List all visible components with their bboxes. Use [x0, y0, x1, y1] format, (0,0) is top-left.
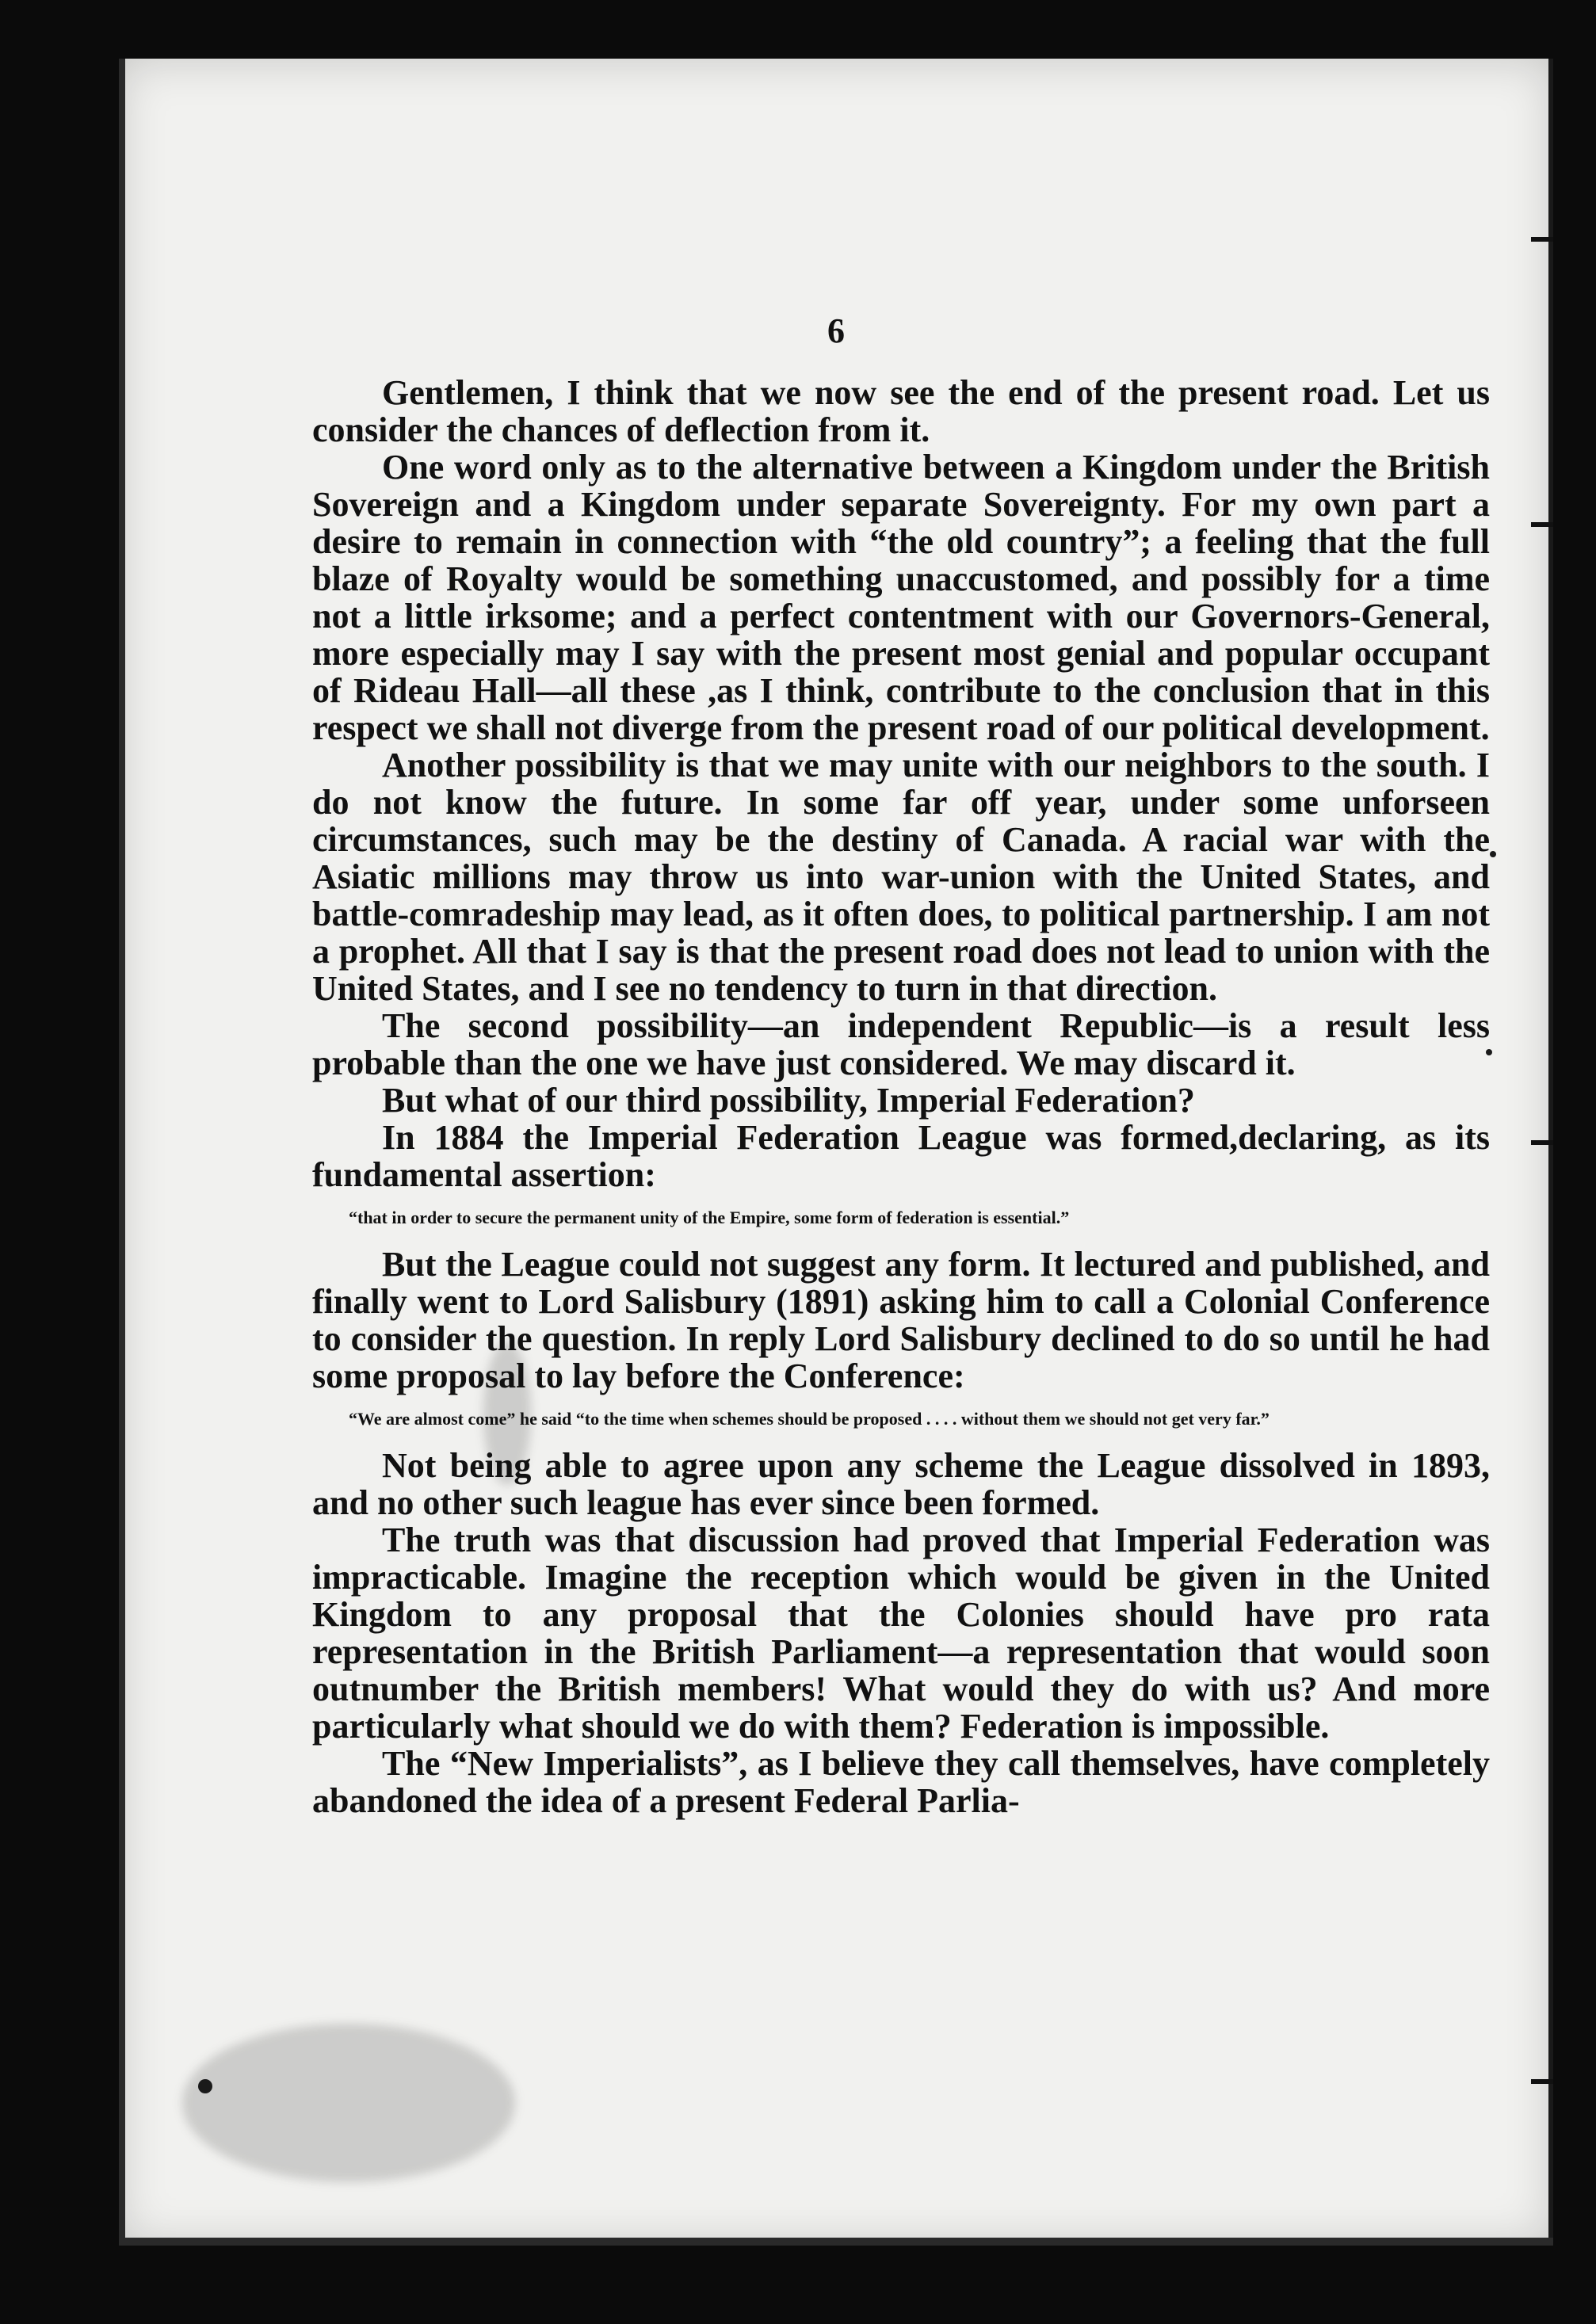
paragraph: But what of our third possibility, Imperial Federation? — [382, 1081, 1195, 1120]
page-bottom-edge — [119, 2238, 1553, 2246]
paragraph: The truth was that discussion had proved that Imperial Federation was impracticable. Imagine the reception which would be given in the United Kingdom to any proposal that the Colonies should have pro rata representation in the British Parliament—a representation that would soon outnumber the British members! What would they do with us? And more particularly what should we do with them? Federation is impossible. — [312, 1521, 1490, 1746]
block-quote: “We are almost come” he said “to the time when schemes should be proposed . . . . without them we should not get very far.” — [349, 1409, 1270, 1429]
body-text — [312, 374, 1490, 1819]
paragraph: One word only as to the alternative between a Kingdom under the British Sovereign and a Kingdom under separate Sovereignty. For my own part a desire to remain in connection with “the old country”; a feeling that the full blaze of Royalty would be something unaccustomed, and possibly for a time not a little irksome; and a perfect contentment with our Governors-General, more especially may I say with the present most genial and popular occupant of Rideau Hall—all these ,as I think, contribute to the conclusion that in this respect we shall not diverge from the present road of our political development. — [312, 448, 1490, 747]
document-page — [119, 59, 1553, 2246]
binding-mark — [1531, 522, 1553, 527]
block-quote: “that in order to secure the permanent unity of the Empire, some form of federation is essential.” — [349, 1208, 1070, 1227]
paragraph: In 1884 the Imperial Federation League was formed,declaring, as its fundamental assertion: — [312, 1118, 1490, 1194]
binding-mark — [1531, 2079, 1553, 2084]
binding-mark — [1531, 1140, 1553, 1145]
dust-speck — [1490, 851, 1496, 857]
paragraph: But the League could not suggest any form. It lectured and published, and finally went to Lord Salisbury (1891) asking him to call a Colonial Conference to consider the question. In reply Lord Salisbury declined to do so until he had some proposal to lay before the Conference: — [312, 1245, 1490, 1395]
paragraph: The second possibility—an independent Republic—is a result less probable than the one we have just considered. We may discard it. — [312, 1006, 1490, 1082]
ink-smudge — [182, 2024, 515, 2182]
page-number: 6 — [827, 311, 845, 350]
page-right-edge — [1548, 59, 1553, 2246]
paragraph: Gentlemen, I think that we now see the end of the present road. Let us consider the chances of deflection from it. — [312, 373, 1490, 449]
paragraph: Not being able to agree upon any scheme the League dissolved in 1893, and no other such league has ever since been formed. — [312, 1446, 1490, 1522]
paragraph: Another possibility is that we may unite with our neighbors to the south. I do not know the future. In some far off year, under some unforseen circumstances, such may be the destiny of Canada. A racial war with the Asiatic millions may throw us into war-union with the United States, and battle-comradeship may lead, as it often does, to political partnership. I am not a prophet. All that I say is that the present road does not lead to union with the United States, and I see no tendency to turn in that direction. — [312, 746, 1490, 1008]
dust-speck — [198, 2079, 212, 2093]
binding-mark — [1531, 237, 1553, 242]
page-left-edge — [119, 59, 125, 2246]
paragraph: The “New Imperialists”, as I believe they call themselves, have completely abandoned the idea of a present Federal Parlia- — [312, 1744, 1490, 1820]
